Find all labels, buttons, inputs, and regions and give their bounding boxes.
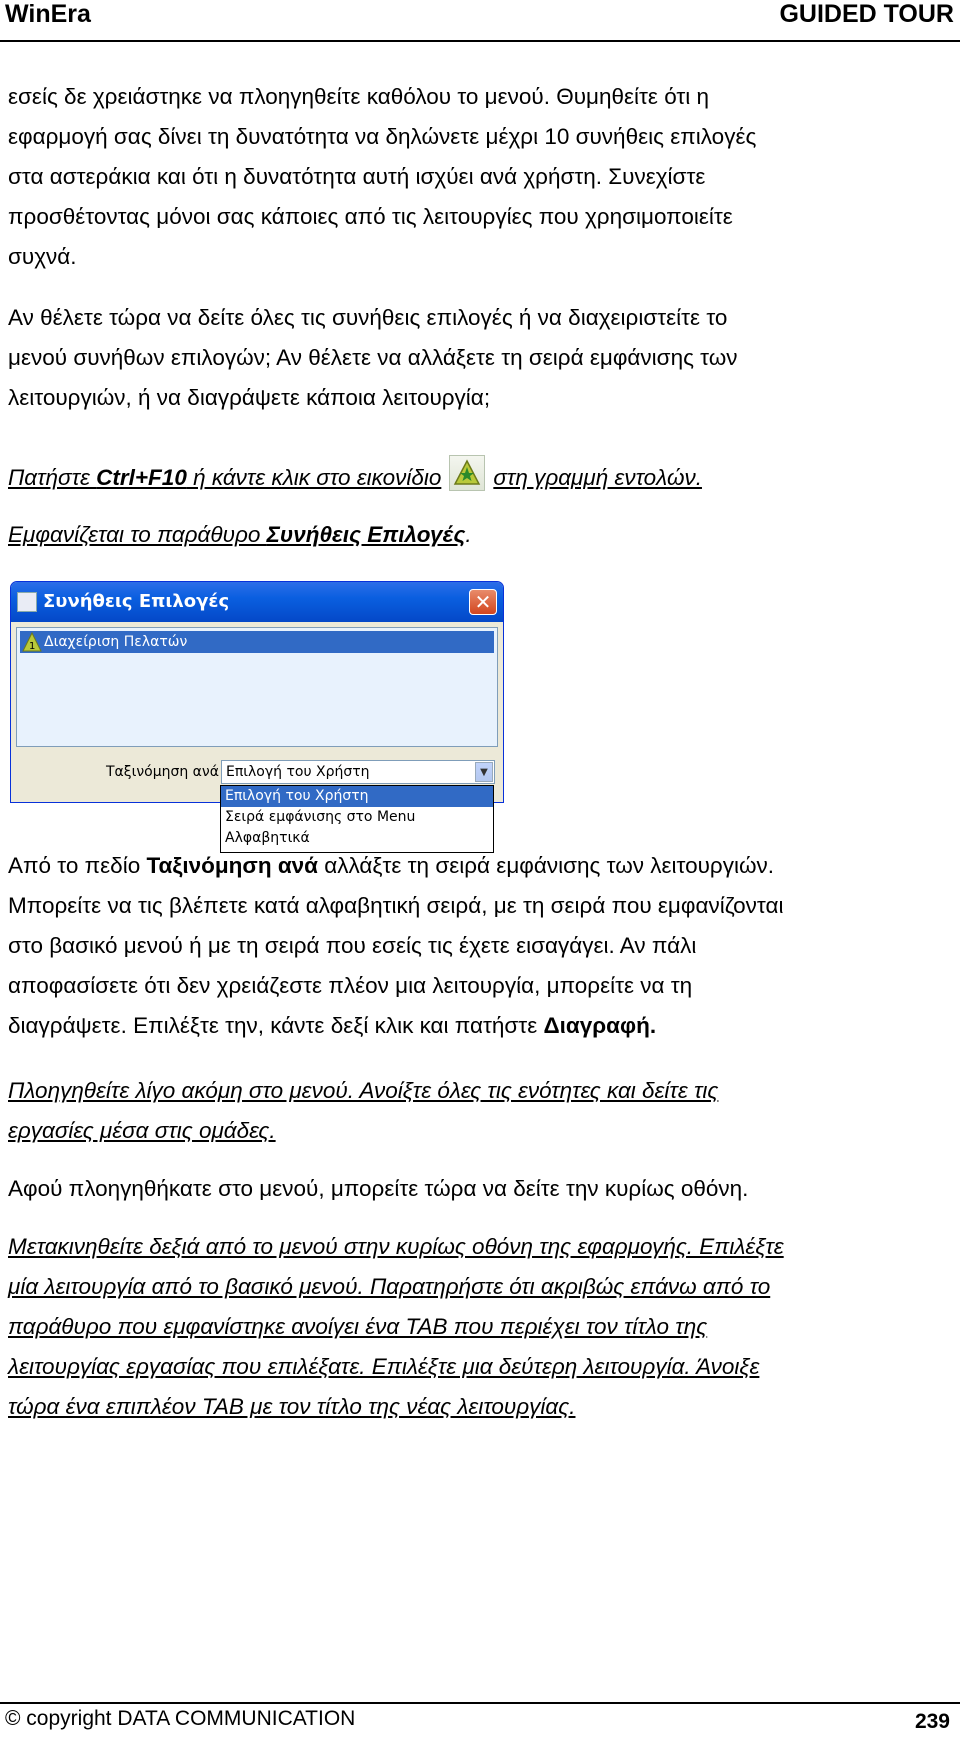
instruction-window-appears	[8, 515, 956, 555]
paragraph-questions	[8, 298, 956, 418]
text-line: τώρα ένα επιπλέον TAB με τον τίτλο της νέας λειτουργίας.	[8, 1394, 576, 1419]
dialog-title: Συνήθεις Επιλογές	[43, 591, 230, 612]
text-line: Μετακινηθείτε δεξιά από το μενού στην κυρίως οθόνη της εφαρμογής. Επιλέξτε	[8, 1234, 784, 1259]
page-header	[0, 0, 960, 42]
copyright-text: © copyright DATA COMMUNICATION	[5, 1707, 356, 1730]
list-item-label: Διαχείριση Πελατών	[44, 634, 188, 650]
text-line: λειτουργιών, ή να διαγράψετε κάποια λειτουργία;	[8, 385, 491, 410]
chevron-down-icon[interactable]: ▼	[475, 762, 493, 782]
sort-by-label: Ταξινόμηση ανά	[106, 764, 219, 780]
text-segment: Από το πεδίο	[8, 853, 147, 878]
instruction-text: .	[465, 522, 472, 547]
text-line: στα αστεράκια και ότι η δυνατότητα αυτή ισχύει ανά χρήστη. Συνεχίστε	[8, 164, 706, 189]
header-section: GUIDED TOUR	[779, 0, 954, 28]
text-line: Αν θέλετε τώρα να δείτε όλες τις συνήθεις επιλογές ή να διαχειριστείτε το	[8, 305, 728, 330]
header-app-name: WinEra	[5, 0, 91, 28]
favorites-star-icon[interactable]	[449, 455, 485, 491]
text-line: εφαρμογή σας δίνει τη δυνατότητα να δηλώνετε μέχρι 10 συνήθεις επιλογές	[8, 124, 757, 149]
text-line: μία λειτουργία από το βασικό μενού. Παρατηρήστε ότι ακριβώς επάνω από το	[8, 1274, 771, 1299]
instruction-text: Πατήστε	[8, 465, 97, 490]
instruction-browse-menu	[8, 1071, 956, 1151]
sort-by-select[interactable]	[221, 760, 495, 784]
dropdown-option[interactable]: Σειρά εμφάνισης στο Menu	[225, 809, 416, 825]
instruction-text: Εμφανίζεται το παράθυρο	[8, 522, 267, 547]
page-number: 239	[914, 1710, 950, 1733]
dialog-titlebar[interactable]	[11, 582, 503, 622]
text-line: Αφού πλοηγηθήκατε στο μενού, μπορείτε τώρα να δείτε την κυρίως οθόνη.	[8, 1176, 749, 1201]
dropdown-option[interactable]: Επιλογή του Χρήστη	[221, 786, 493, 807]
window-name: Συνήθεις Επιλογές	[266, 522, 466, 547]
window-icon	[17, 592, 37, 612]
page-footer	[0, 1702, 960, 1740]
text-segment: αλλάξτε τη σειρά εμφάνισης των λειτουργιών.	[318, 853, 775, 878]
text-line: συχνά.	[8, 244, 77, 269]
text-line: εργασίες μέσα στις ομάδες.	[8, 1118, 276, 1143]
text-segment: διαγράψετε. Επιλέξτε την, κάντε δεξί κλικ και πατήστε	[8, 1013, 544, 1038]
sort-by-dropdown	[220, 785, 494, 853]
delete-command: Διαγραφή.	[543, 1013, 657, 1038]
instruction-text: ή κάντε κλικ στο εικονίδιο	[186, 465, 442, 490]
text-line: λειτουργίας εργασίας που επιλέξατε. Επιλέξτε μια δεύτερη λειτουργία. Άνοιξε	[8, 1354, 760, 1379]
paragraph-sort	[8, 846, 956, 1046]
favorites-list[interactable]	[16, 627, 498, 747]
instruction-open-favorites	[8, 455, 956, 498]
text-line: παράθυρο που εμφανίστηκε ανοίγει ένα TAB που περιέχει τον τίτλο της	[8, 1314, 708, 1339]
field-name: Ταξινόμηση ανά	[146, 853, 318, 878]
shortcut-ctrl-f10: Ctrl+F10	[96, 465, 187, 490]
list-item[interactable]	[20, 631, 494, 653]
text-line: αποφασίσετε ότι δεν χρειάζεστε πλέον μια λειτουργία, μπορείτε να τη	[8, 973, 693, 998]
text-line: Πλοηγηθείτε λίγο ακόμη στο μενού. Ανοίξτε όλες τις ενότητες και δείτε τις	[8, 1078, 719, 1103]
text-line	[8, 1006, 956, 1046]
text-line: προσθέτοντας μόνοι σας κάποιες από τις λειτουργίες που χρησιμοποιείτε	[8, 204, 733, 229]
close-button[interactable]: ✕	[469, 589, 497, 615]
instruction-text: στη γραμμή εντολών.	[493, 465, 702, 490]
favorites-dialog	[10, 581, 504, 803]
text-line: στο βασικό μενού ή με τη σειρά που εσείς τις έχετε εισαγάγει. Αν πάλι	[8, 933, 697, 958]
instruction-tabs	[8, 1227, 956, 1427]
svg-text:1: 1	[29, 641, 36, 652]
text-line	[8, 846, 956, 886]
sort-by-value: Επιλογή του Χρήστη	[226, 764, 370, 780]
text-line: Μπορείτε να τις βλέπετε κατά αλφαβητική σειρά, με τη σειρά που εμφανίζονται	[8, 893, 784, 918]
favorite-star-icon	[22, 632, 42, 652]
paragraph-intro	[8, 77, 956, 277]
text-line: εσείς δε χρειάστηκε να πλοηγηθείτε καθόλου το μενού. Θυμηθείτε ότι η	[8, 84, 710, 109]
dropdown-option[interactable]: Αλφαβητικά	[225, 830, 310, 846]
text-line: μενού συνήθων επιλογών; Αν θέλετε να αλλάξετε τη σειρά εμφάνισης των	[8, 345, 738, 370]
paragraph-main-screen	[8, 1169, 956, 1209]
